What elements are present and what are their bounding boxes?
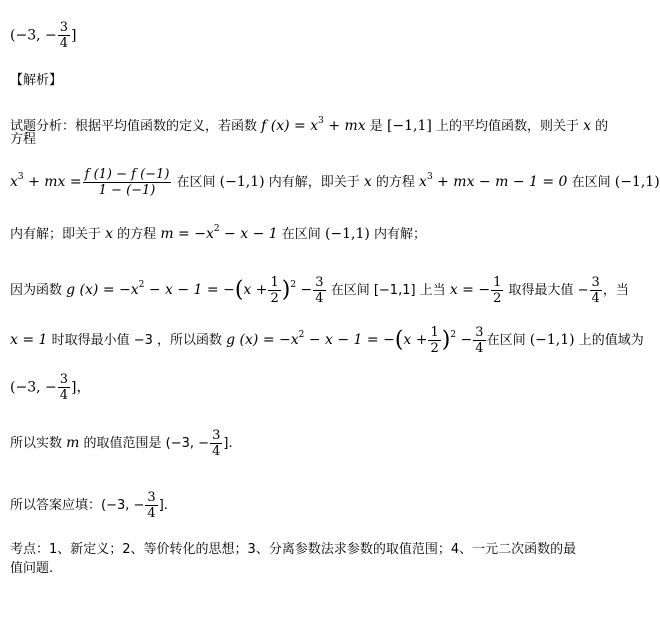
quarter-fraction [473, 325, 485, 356]
text: 在区间 [486, 333, 530, 348]
denominator: 4 [59, 36, 69, 51]
numerator: 3 [59, 372, 69, 387]
text: 内有解，即关于 [264, 175, 364, 190]
text: ，当 [602, 283, 629, 298]
text: 在区间 [−1,1] 上当 [326, 283, 450, 298]
g-function-rest: − x − 1 = − [304, 332, 395, 348]
fraction [145, 490, 157, 521]
text: 因为函数 [10, 283, 67, 298]
answer-interval [10, 20, 76, 51]
conclusion-line [10, 428, 233, 459]
text: 在区间 [172, 175, 220, 190]
paren-left: ( [234, 277, 244, 303]
denominator: 4 [591, 291, 600, 306]
mean-fraction [83, 167, 172, 198]
interval-right: ]. [223, 436, 233, 451]
interval-left: (−3, − [10, 27, 57, 44]
g-function: g (x) = −x [66, 282, 139, 298]
equation-line-1 [10, 167, 660, 198]
numerator: 3 [147, 490, 156, 505]
exponent: 3 [17, 172, 24, 182]
interval: [−1,1] [386, 118, 432, 134]
text: 的方程 [113, 227, 161, 242]
x-equals: x = − [449, 282, 491, 298]
function-expr: f (x) = x [261, 118, 319, 134]
denominator: 2 [430, 341, 439, 356]
max-fraction [590, 275, 602, 306]
paren-right: ) [441, 327, 451, 353]
text: 内有解； [369, 227, 426, 242]
fraction [58, 372, 70, 403]
numerator: 3 [59, 20, 69, 35]
equation: m = −x [160, 226, 214, 242]
function-expr-rest: + mx [323, 118, 366, 134]
text: 所以实数 [10, 436, 67, 451]
half-fraction [268, 275, 280, 306]
text: 在区间 [277, 227, 325, 242]
variable-m: m [66, 435, 80, 451]
kaodian-line-2: 值问题. [10, 561, 54, 576]
exponent: 2 [138, 280, 145, 290]
numerator: 3 [475, 325, 484, 340]
lhs: x [10, 174, 18, 190]
equation-rest: + mx − m − 1 = 0 [432, 174, 568, 190]
analysis-line-3 [10, 220, 426, 244]
interval-right: ]. [158, 498, 168, 513]
denominator: 2 [270, 291, 279, 306]
answer-fill-line [10, 490, 168, 521]
denominator: 4 [475, 341, 484, 356]
numerator: 3 [212, 428, 221, 443]
variable-x: x [363, 174, 372, 190]
denominator: 4 [147, 506, 156, 521]
lhs-rest: + mx = [23, 174, 82, 190]
half-fraction [428, 325, 440, 356]
numerator: 1 [270, 275, 279, 290]
numerator: 1 [430, 325, 439, 340]
interval: (−1,1) [324, 226, 370, 242]
text: 的方程 [371, 175, 420, 190]
exponent: 2 [298, 330, 305, 340]
exponent: 2 [290, 280, 297, 290]
denominator: 4 [59, 388, 69, 403]
equation-rest: − x − 1 [219, 226, 278, 242]
text: 试题分析：根据平均值函数的定义，若函数 [10, 119, 262, 134]
text: 的 [591, 119, 609, 134]
exponent: 3 [318, 116, 324, 126]
analysis-line-4 [10, 275, 629, 306]
fraction [210, 428, 222, 459]
variable-x: x [583, 118, 592, 134]
section-header: 【解析】 [10, 73, 63, 88]
text: 时取得最小值 −3 ，所以函数 [47, 333, 227, 348]
g-function: g (x) = −x [226, 332, 299, 348]
interval: (−1,1) [529, 332, 575, 348]
kaodian-line-1: 考点：1、新定义；2、等价转化的思想；3、分离参数法求参数的取值范围；4、一元二次函数的最 [10, 542, 577, 557]
denominator: 4 [315, 291, 324, 306]
analysis-line-5 [10, 325, 644, 356]
minus: − [296, 282, 313, 298]
x-plus: x + [243, 282, 268, 298]
exponent: 2 [213, 224, 220, 234]
text: 上的值域为 [574, 333, 644, 348]
text: 取得最大值 − [504, 283, 589, 298]
text: 所以答案应填：(−3, − [10, 498, 145, 513]
denominator: 2 [493, 291, 502, 306]
text: 在区间 [567, 175, 615, 190]
denominator: 1 − (−1) [98, 183, 156, 198]
interval-right: ]， [71, 379, 91, 396]
paren-right: ) [281, 277, 291, 303]
quarter-fraction [313, 275, 325, 306]
x-plus: x + [403, 332, 428, 348]
x-fraction [491, 275, 503, 306]
text: 的取值范围是 (−3, − [79, 436, 210, 451]
numerator: f (1) − f (−1) [84, 167, 170, 182]
numerator: 3 [315, 275, 324, 290]
interval: (−1,1) [219, 174, 265, 190]
g-function-rest: − x − 1 = − [144, 282, 235, 298]
range-line [10, 372, 90, 403]
variable-x: x [105, 226, 114, 242]
numerator: 3 [591, 275, 600, 290]
interval-left: (−3, − [10, 379, 57, 396]
equation: x [419, 174, 427, 190]
x-equals-one: x = 1 [10, 332, 48, 348]
exponent: 2 [450, 330, 457, 340]
text: 上的平均值函数，则关于 [431, 119, 584, 134]
analysis-line-2: 方程 [10, 132, 37, 147]
exponent: 3 [426, 172, 433, 182]
paren-left: ( [394, 327, 404, 353]
minus: − [456, 332, 473, 348]
fraction [58, 20, 70, 51]
denominator: 4 [212, 444, 221, 459]
text: 是 [365, 119, 387, 134]
text: 内有解；即关于 [10, 227, 106, 242]
numerator: 1 [493, 275, 502, 290]
interval-right: ] [71, 27, 77, 44]
analysis-line-1 [10, 112, 608, 136]
interval: (−1,1) [614, 174, 660, 190]
